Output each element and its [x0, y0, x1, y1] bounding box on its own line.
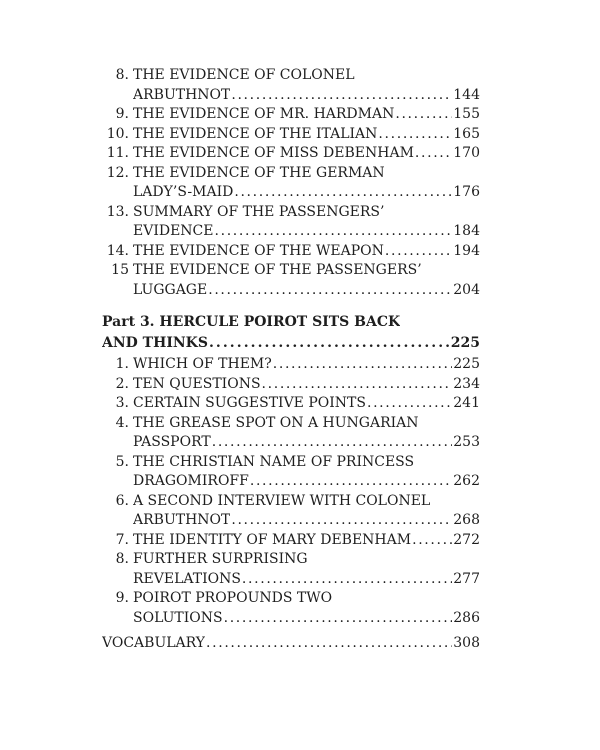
toc-entry	[102, 144, 480, 164]
page-number: 176	[453, 184, 480, 200]
chapter-number: 11.	[106, 145, 129, 161]
toc-entry	[102, 394, 480, 414]
chapter-number: 5.	[115, 453, 129, 470]
toc-entry	[102, 375, 480, 395]
chapter-title-line: POIROT PROPOUNDS TWO	[133, 590, 333, 606]
dot-leader	[412, 531, 452, 551]
page-number: 241	[453, 395, 480, 411]
page-number: 225	[453, 356, 480, 372]
chapter-title-line: SOLUTIONS	[133, 609, 223, 626]
page-number: 184	[453, 223, 480, 239]
chapter-number: 6.	[115, 492, 129, 509]
page-number: 286	[453, 609, 480, 626]
dot-leader	[231, 86, 452, 106]
chapter-number: 2.	[115, 375, 129, 392]
toc-entry	[102, 414, 480, 453]
page-number: 308	[453, 635, 480, 651]
vocabulary-label: VOCABULARY	[102, 635, 206, 651]
chapter-title-line: THE EVIDENCE OF THE ITALIAN	[133, 125, 378, 142]
page-number: 268	[453, 512, 480, 528]
page-number: 262	[453, 473, 480, 489]
toc-vocabulary	[102, 634, 480, 654]
chapter-title-line: LUGGAGE	[133, 281, 208, 298]
toc-entry	[102, 261, 480, 300]
chapter-title-line: THE EVIDENCE OF MR. HARDMAN	[133, 106, 395, 122]
dot-leader	[231, 511, 452, 531]
part-title-line: AND THINKS	[102, 335, 208, 351]
toc-entry	[102, 589, 480, 628]
dot-leader	[415, 144, 452, 164]
toc-entry	[102, 453, 480, 492]
part-title-line: Part 3. HERCULE POIROT SITS BACK	[102, 314, 401, 330]
toc-entry	[102, 492, 480, 531]
page-number: 225	[450, 335, 480, 351]
dot-leader	[242, 570, 452, 590]
part-heading	[102, 312, 480, 354]
toc-entry	[102, 164, 480, 203]
toc-entry	[102, 531, 480, 551]
chapter-title-line: EVIDENCE	[133, 223, 214, 239]
chapter-title-line: THE IDENTITY OF MARY DEBENHAM	[133, 531, 412, 548]
dot-leader	[209, 333, 450, 354]
chapter-title-line: ARBUTHNOT	[133, 86, 231, 103]
chapter-number: 9.	[115, 590, 129, 606]
toc-entry	[102, 66, 480, 105]
dot-leader	[385, 242, 452, 262]
dot-leader	[273, 355, 453, 375]
chapter-title-line: FURTHER SURPRISING	[133, 551, 308, 567]
chapter-title-line: TEN QUESTIONS	[133, 375, 261, 392]
dot-leader	[378, 125, 452, 145]
chapter-number: 9.	[115, 106, 129, 122]
toc-entry	[102, 355, 480, 375]
chapter-number: 15	[111, 262, 129, 278]
chapter-number: 7.	[115, 531, 129, 548]
chapter-title-line: ARBUTHNOT	[133, 512, 231, 528]
chapter-number: 12.	[106, 164, 129, 181]
chapter-title-line: REVELATIONS	[133, 570, 241, 587]
dot-leader	[206, 634, 452, 654]
dot-leader	[395, 105, 452, 125]
chapter-title-line: THE CHRISTIAN NAME OF PRINCESS	[133, 453, 415, 470]
chapter-title-line: A SECOND INTERVIEW WITH COLONEL	[133, 492, 431, 509]
dot-leader	[208, 281, 452, 301]
toc-entry	[102, 242, 480, 262]
chapter-title-line: THE EVIDENCE OF COLONEL	[133, 67, 355, 83]
chapter-number: 14.	[106, 242, 129, 259]
chapter-title-line: CERTAIN SUGGESTIVE POINTS	[133, 395, 366, 411]
chapter-number: 1.	[115, 356, 129, 372]
chapter-title-line: THE EVIDENCE OF MISS DEBENHAM	[133, 145, 414, 161]
chapter-title-line: PASSPORT	[133, 434, 211, 450]
page-number: 194	[453, 242, 480, 259]
page-number: 155	[453, 106, 480, 122]
chapter-number: 8.	[115, 551, 129, 567]
chapter-number: 8.	[115, 67, 129, 83]
chapter-number: 3.	[115, 395, 129, 411]
toc-part2-list	[102, 66, 480, 300]
dot-leader	[367, 394, 452, 414]
chapter-title-line: THE EVIDENCE OF THE GERMAN	[133, 164, 385, 181]
toc-entry	[102, 125, 480, 145]
toc-entry	[102, 550, 480, 589]
page-number: 277	[453, 570, 480, 587]
page-number: 165	[453, 125, 480, 142]
page-number: 253	[453, 434, 480, 450]
page-number: 272	[453, 531, 480, 548]
chapter-title-line: DRAGOMIROFF	[133, 473, 249, 489]
dot-leader	[234, 183, 452, 203]
chapter-number: 10.	[106, 125, 129, 142]
chapter-title-line: SUMMARY OF THE PASSENGERS’	[133, 203, 385, 220]
chapter-title-line: THE EVIDENCE OF THE WEAPON	[133, 242, 384, 259]
toc-entry	[102, 203, 480, 242]
chapter-title-line: THE EVIDENCE OF THE PASSENGERS’	[133, 262, 422, 278]
dot-leader	[224, 609, 453, 629]
chapter-title-line: LADY’S-MAID	[133, 184, 234, 200]
chapter-title-line: WHICH OF THEM?	[133, 356, 272, 372]
page-number: 144	[453, 86, 480, 103]
dot-leader	[262, 375, 453, 395]
dot-leader	[250, 472, 452, 492]
page-number: 170	[453, 145, 480, 161]
chapter-number: 13.	[106, 203, 129, 220]
dot-leader	[212, 433, 453, 453]
page-number: 234	[453, 375, 480, 392]
dot-leader	[215, 222, 453, 242]
toc-entry	[102, 105, 480, 125]
page-number: 204	[453, 281, 480, 298]
chapter-title-line: THE GREASE SPOT ON A HUNGARIAN	[133, 414, 419, 431]
toc-part3-list	[102, 355, 480, 628]
chapter-number: 4.	[115, 414, 129, 431]
